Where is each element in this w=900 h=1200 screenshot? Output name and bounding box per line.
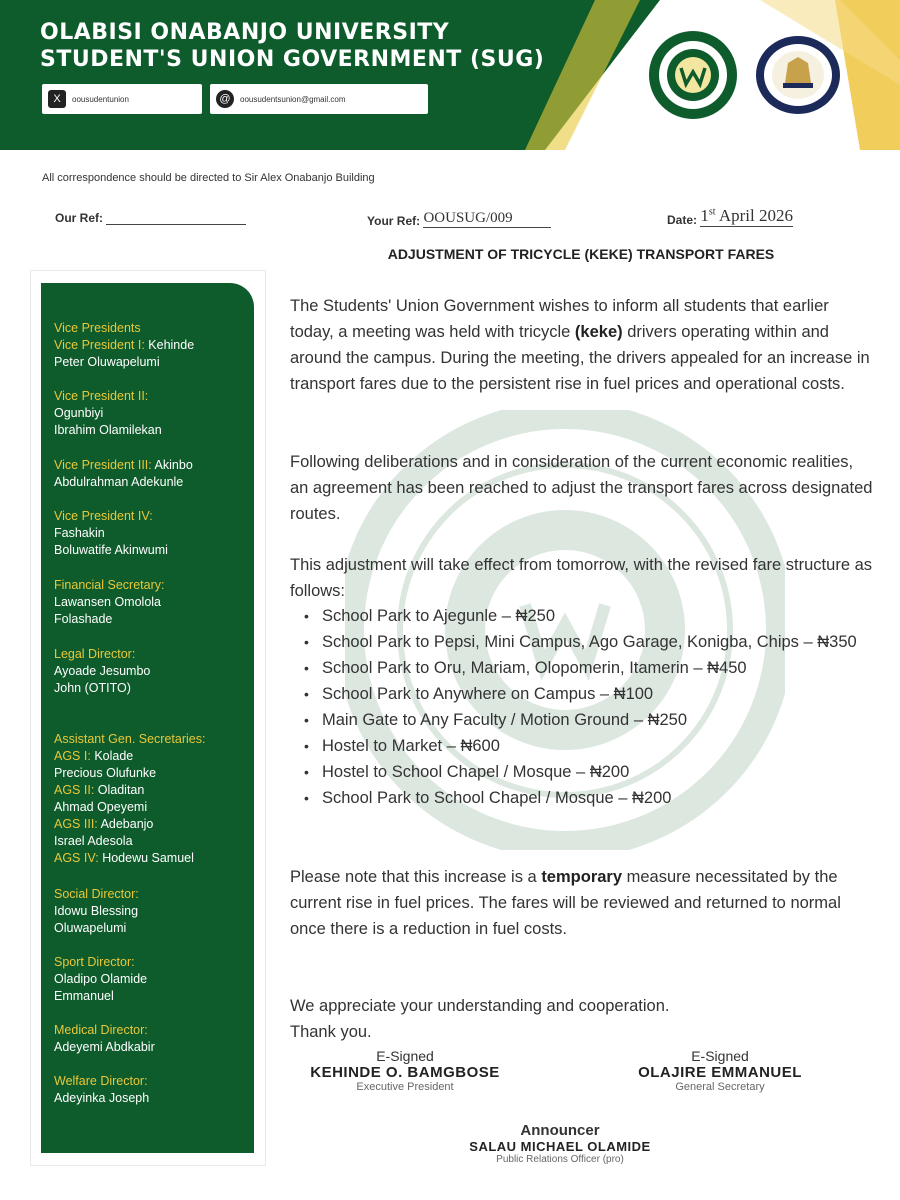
announcer-label: Announcer bbox=[520, 1122, 600, 1139]
paragraph-text: Please note that this increase is a bbox=[290, 868, 542, 886]
signature-announcer bbox=[445, 1122, 675, 1165]
sidebar-line: Folashade bbox=[54, 612, 113, 626]
fare-item: • School Park to Anywhere on Campus – ₦100 bbox=[322, 681, 877, 707]
letterhead-header bbox=[0, 0, 900, 150]
sidebar-line: Ahmad Opeyemi bbox=[54, 800, 148, 814]
your-ref bbox=[367, 210, 551, 228]
sidebar-line: Medical Director: bbox=[54, 1023, 148, 1037]
sidebar-line: Precious Olufunke bbox=[54, 766, 157, 780]
sidebar-line: Ibrahim Olamilekan bbox=[54, 423, 162, 437]
sidebar-line: Peter Oluwapelumi bbox=[54, 355, 160, 369]
paragraph-effective: This adjustment will take effect from tomorrow, with the revised fare structure as follows: bbox=[290, 556, 873, 600]
date-label: Date: bbox=[667, 213, 698, 227]
sidebar-line: Oladipo Olamide bbox=[54, 972, 148, 986]
x-handle-text: oousudentunion bbox=[72, 94, 129, 104]
sidebar-line: Oluwapelumi bbox=[54, 921, 127, 935]
paragraph-agreement: Following deliberations and in consideration of the current economic realities, an agreement has been reached to adjust the transport fares across designated routes. bbox=[290, 453, 873, 523]
sidebar-line: Welfare Director: bbox=[54, 1074, 148, 1088]
thank-you: Thank you. bbox=[290, 1023, 372, 1041]
sidebar-line: Vice President IV: bbox=[54, 509, 153, 523]
x-handle-box bbox=[42, 84, 202, 114]
document-title: ADJUSTMENT OF TRICYCLE (KEKE) TRANSPORT FARES bbox=[387, 246, 775, 262]
our-ref-value bbox=[106, 210, 246, 225]
fare-item: • Hostel to Market – ₦600 bbox=[322, 733, 877, 759]
date-suffix: st bbox=[708, 206, 716, 218]
email-box bbox=[210, 84, 428, 114]
sidebar-line: Idowu Blessing bbox=[54, 904, 139, 918]
sidebar-line: Adeyemi Abdkabir bbox=[54, 1040, 155, 1054]
signatory-name: KEHINDE O. BAMGBOSE bbox=[310, 1064, 500, 1081]
sidebar-group-vp1: Vice Presidents Vice President I: Kehinde Peter Oluwapelumi bbox=[54, 320, 254, 371]
paragraph-text: The Students' Union Government wishes to inform all students that earlier today, a meeting was held with tricycle bbox=[290, 297, 829, 341]
sidebar-group-finsec bbox=[54, 577, 254, 628]
paragraph-text: measure necessitated by the current rise in fuel prices. The fares will be reviewed and returned to normal once there is a reduction in fuel costs. bbox=[290, 868, 841, 938]
date-field bbox=[667, 206, 793, 227]
date-day: 1 bbox=[700, 206, 709, 225]
paragraph-intro bbox=[290, 293, 875, 397]
sidebar-group-welfare bbox=[54, 1073, 254, 1107]
fare-item: • Hostel to School Chapel / Mosque – ₦200 bbox=[322, 759, 877, 785]
sidebar-line: Boluwatife Akinwumi bbox=[54, 543, 168, 557]
paragraph-text: drivers operating within and around the campus. During the meeting, the drivers appealed for an increase in transport fares due to the persistent rise in fuel prices and operational costs. bbox=[290, 323, 870, 393]
sidebar-line: Sport Director: bbox=[54, 955, 135, 969]
x-logo-icon: X bbox=[48, 90, 66, 108]
university-crest-icon bbox=[755, 35, 841, 115]
signatory-name: OLAJIRE EMMANUEL bbox=[638, 1064, 802, 1081]
sidebar-line: John (OTITO) bbox=[54, 681, 131, 695]
fare-item: • School Park to Ajegunle – ₦250 bbox=[322, 603, 877, 629]
signatory-role: Executive President bbox=[356, 1081, 454, 1093]
sidebar-line: Vice President II: bbox=[54, 389, 149, 403]
sidebar-line: Abdulrahman Adekunle bbox=[54, 475, 184, 489]
email-text: oousudentsunion@gmail.com bbox=[240, 94, 346, 104]
your-ref-value: OOUSUG/009 bbox=[423, 210, 551, 228]
date-rest: April 2026 bbox=[715, 206, 793, 225]
sidebar-line: Lawansen Omolola bbox=[54, 595, 162, 609]
temporary-emphasis: temporary bbox=[541, 868, 623, 886]
fare-item: • Main Gate to Any Faculty / Motion Ground – ₦250 bbox=[322, 707, 877, 733]
keke-emphasis: (keke) bbox=[574, 323, 623, 341]
fare-list bbox=[322, 603, 877, 811]
fare-item: • School Park to School Chapel / Mosque – ₦200 bbox=[322, 785, 877, 811]
correspondence-note: All correspondence should be directed to Sir Alex Onabanjo Building bbox=[42, 172, 375, 184]
signature-gensec bbox=[610, 1048, 830, 1093]
signatory-role: General Secretary bbox=[675, 1081, 765, 1093]
sidebar-line: Emmanuel bbox=[54, 989, 114, 1003]
esigned-label: E-Signed bbox=[376, 1048, 434, 1064]
sidebar-group-sport bbox=[54, 954, 254, 1005]
announcer-role: Public Relations Officer (pro) bbox=[496, 1154, 624, 1165]
our-ref-label: Our Ref: bbox=[55, 211, 103, 225]
sidebar-group-vp3: Vice President III: Akinbo Abdulrahman Adekunle bbox=[54, 457, 254, 491]
sidebar-line: Ayoade Jesumbo bbox=[54, 664, 151, 678]
your-ref-label: Your Ref: bbox=[367, 214, 421, 228]
sidebar-line: Israel Adesola bbox=[54, 834, 133, 848]
sidebar-line: Social Director: bbox=[54, 887, 139, 901]
union-name: STUDENT'S UNION GOVERNMENT (SUG) bbox=[40, 47, 545, 72]
university-name: OLABISI ONABANJO UNIVERSITY bbox=[40, 20, 450, 45]
paragraph-appreciation: We appreciate your understanding and cooperation. bbox=[290, 997, 670, 1015]
sidebar-group-legal bbox=[54, 646, 254, 697]
sidebar-line: Vice Presidents bbox=[54, 321, 141, 335]
sidebar-line: Adeyinka Joseph bbox=[54, 1091, 150, 1105]
sidebar-line: Ogunbiyi bbox=[54, 406, 104, 420]
sidebar-group-vp2 bbox=[54, 388, 254, 439]
date-value bbox=[700, 206, 793, 227]
our-ref bbox=[55, 210, 246, 225]
sidebar-group-social bbox=[54, 886, 254, 937]
sidebar-line: Financial Secretary: bbox=[54, 578, 165, 592]
announcer-name: SALAU MICHAEL OLAMIDE bbox=[469, 1139, 651, 1154]
email-at-icon: @ bbox=[216, 90, 234, 108]
sidebar-line: Legal Director: bbox=[54, 647, 136, 661]
sidebar-group-medical bbox=[54, 1022, 254, 1056]
fare-item: • School Park to Oru, Mariam, Olopomerin, Itamerin – ₦450 bbox=[322, 655, 877, 681]
sug-logo-icon bbox=[648, 30, 738, 120]
sidebar-group-ags: Assistant Gen. Secretaries: AGS I: Kolade Precious Olufunke AGS II: Oladitan Ahmad Opeyemi AGS III: Adebanjo Israel Adesola AGS IV: Hodewu Samuel bbox=[54, 731, 254, 867]
paragraph-temporary bbox=[290, 864, 875, 942]
sidebar-line: Fashakin bbox=[54, 526, 105, 540]
sidebar-line: Assistant Gen. Secretaries: bbox=[54, 732, 206, 746]
fare-item: • School Park to Pepsi, Mini Campus, Ago Garage, Konigba, Chips – ₦350 bbox=[322, 629, 877, 655]
sidebar-group-vp4 bbox=[54, 508, 254, 559]
esigned-label: E-Signed bbox=[691, 1048, 749, 1064]
signature-president bbox=[290, 1048, 520, 1093]
